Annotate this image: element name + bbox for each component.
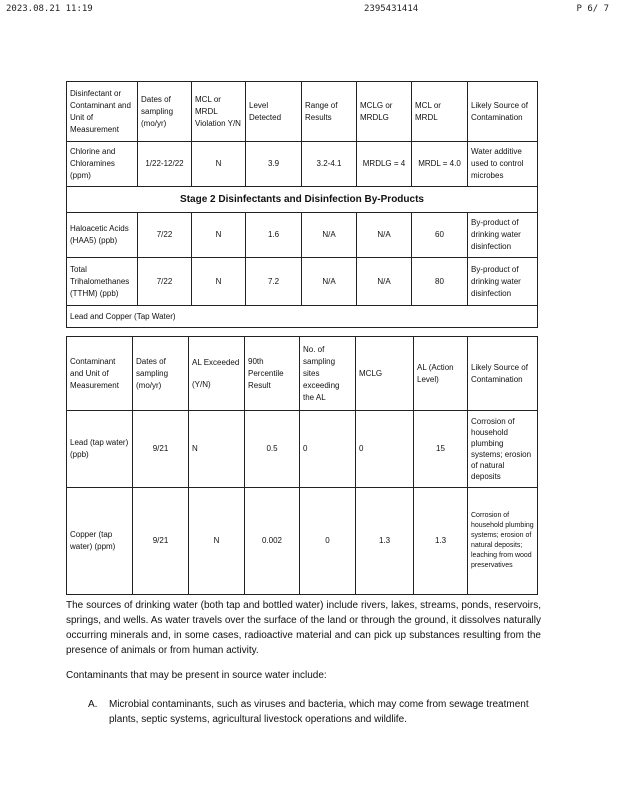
cell-percentile: 0.002 [245, 488, 300, 595]
cell-mcl: 80 [412, 258, 468, 306]
table-row [67, 258, 538, 306]
cell-contaminant: Chlorine and Chloramines (ppm) [67, 142, 138, 187]
header-dates: Dates of sampling (mo/yr) [133, 337, 189, 411]
cell-violation: N [192, 258, 246, 306]
fax-page-indicator: P 6/ 7 [576, 4, 609, 14]
cell-source: Corrosion of household plumbing systems; erosion of natural deposits; leaching from wood preservatives [468, 488, 538, 595]
cell-level: 7.2 [246, 258, 302, 306]
cell-level: 3.9 [246, 142, 302, 187]
header-mcl: MCL or MRDL [412, 82, 468, 142]
table-row [67, 142, 538, 187]
cell-contaminant: Haloacetic Acids (HAA5) (ppb) [67, 213, 138, 258]
cell-contaminant: Copper (tap water) (ppm) [67, 488, 133, 595]
cell-sites: 0 [300, 411, 356, 488]
contaminants-intro: Contaminants that may be present in source water include: [66, 670, 327, 681]
header-dates: Dates of sampling (mo/yr) [138, 82, 192, 142]
lead-copper-table [66, 336, 538, 595]
header-al-exceeded [189, 337, 245, 411]
fax-number: 2395431414 [364, 4, 419, 14]
microbial-contaminants-text: Microbial contaminants, such as viruses and bacteria, which may come from sewage treatment plants, septic systems, agricultural livestock operations and wildlife. [109, 699, 529, 725]
header-al-exceeded-label: AL Exceeded [192, 357, 240, 367]
table-header-row [67, 82, 538, 142]
cell-range: 3.2-4.1 [302, 142, 357, 187]
cell-percentile: 0.5 [245, 411, 300, 488]
cell-dates: 9/21 [133, 411, 189, 488]
stage2-section-title: Stage 2 Disinfectants and Disinfection By-Products [67, 187, 538, 213]
cell-source: Water additive used to control microbes [468, 142, 538, 187]
header-mclg: MCLG or MRDLG [357, 82, 412, 142]
header-range: Range of Results [302, 82, 357, 142]
header-mclg: MCLG [356, 337, 414, 411]
cell-mclg: 0 [356, 411, 414, 488]
fax-timestamp: 2023.08.21 11:19 [6, 4, 93, 14]
section-title-row [67, 306, 538, 328]
list-item [88, 697, 541, 727]
header-level: Level Detected [246, 82, 302, 142]
header-al: AL (Action Level) [414, 337, 468, 411]
cell-source: By-product of drinking water disinfection [468, 213, 538, 258]
header-violation: MCL or MRDL Violation Y/N [192, 82, 246, 142]
cell-range: N/A [302, 258, 357, 306]
cell-source: By-product of drinking water disinfection [468, 258, 538, 306]
cell-exceeded: N [189, 411, 245, 488]
cell-al: 15 [414, 411, 468, 488]
cell-violation: N [192, 213, 246, 258]
cell-level: 1.6 [246, 213, 302, 258]
header-source: Likely Source of Contamination [468, 337, 538, 411]
cell-range: N/A [302, 213, 357, 258]
cell-violation: N [192, 142, 246, 187]
fax-header [6, 4, 609, 16]
list-marker: A. [88, 699, 98, 710]
header-source: Likely Source of Contamination [468, 82, 538, 142]
cell-exceeded: N [189, 488, 245, 595]
header-contaminant: Disinfectant or Contaminant and Unit of Measurement [67, 82, 138, 142]
cell-contaminant: Lead (tap water) (ppb) [67, 411, 133, 488]
cell-mclg: N/A [357, 213, 412, 258]
cell-source: Corrosion of household plumbing systems; erosion of natural deposits [468, 411, 538, 488]
cell-mcl: 60 [412, 213, 468, 258]
table-header-row [67, 337, 538, 411]
table-row [67, 213, 538, 258]
header-percentile: 90th Percentile Result [245, 337, 300, 411]
disinfectant-results-table [66, 81, 538, 328]
cell-contaminant: Total Trihalomethanes (TTHM) (ppb) [67, 258, 138, 306]
lead-copper-title: Lead and Copper (Tap Water) [67, 306, 538, 328]
cell-dates: 7/22 [138, 258, 192, 306]
cell-sites: 0 [300, 488, 356, 595]
cell-mclg: MRDLG = 4 [357, 142, 412, 187]
header-contaminant: Contaminant and Unit of Measurement [67, 337, 133, 411]
water-sources-paragraph: The sources of drinking water (both tap and bottled water) include rivers, lakes, streams, ponds, reservoirs, springs, and wells. As water travels over the surface of the land or through the ground, it dissolves naturally occurring minerals and, in some cases, radioactive material and can pick up substances resulting from the presence of animals or from human activity. [66, 600, 541, 656]
table-row [67, 488, 538, 595]
header-al-exceeded-yn: (Y/N) [192, 379, 211, 389]
cell-dates: 7/22 [138, 213, 192, 258]
section-title-row [67, 187, 538, 213]
cell-dates: 1/22-12/22 [138, 142, 192, 187]
cell-dates: 9/21 [133, 488, 189, 595]
cell-al: 1.3 [414, 488, 468, 595]
table-row [67, 411, 538, 488]
cell-mclg: N/A [357, 258, 412, 306]
header-sites: No. of sampling sites exceeding the AL [300, 337, 356, 411]
cell-mclg: 1.3 [356, 488, 414, 595]
cell-mcl: MRDL = 4.0 [412, 142, 468, 187]
